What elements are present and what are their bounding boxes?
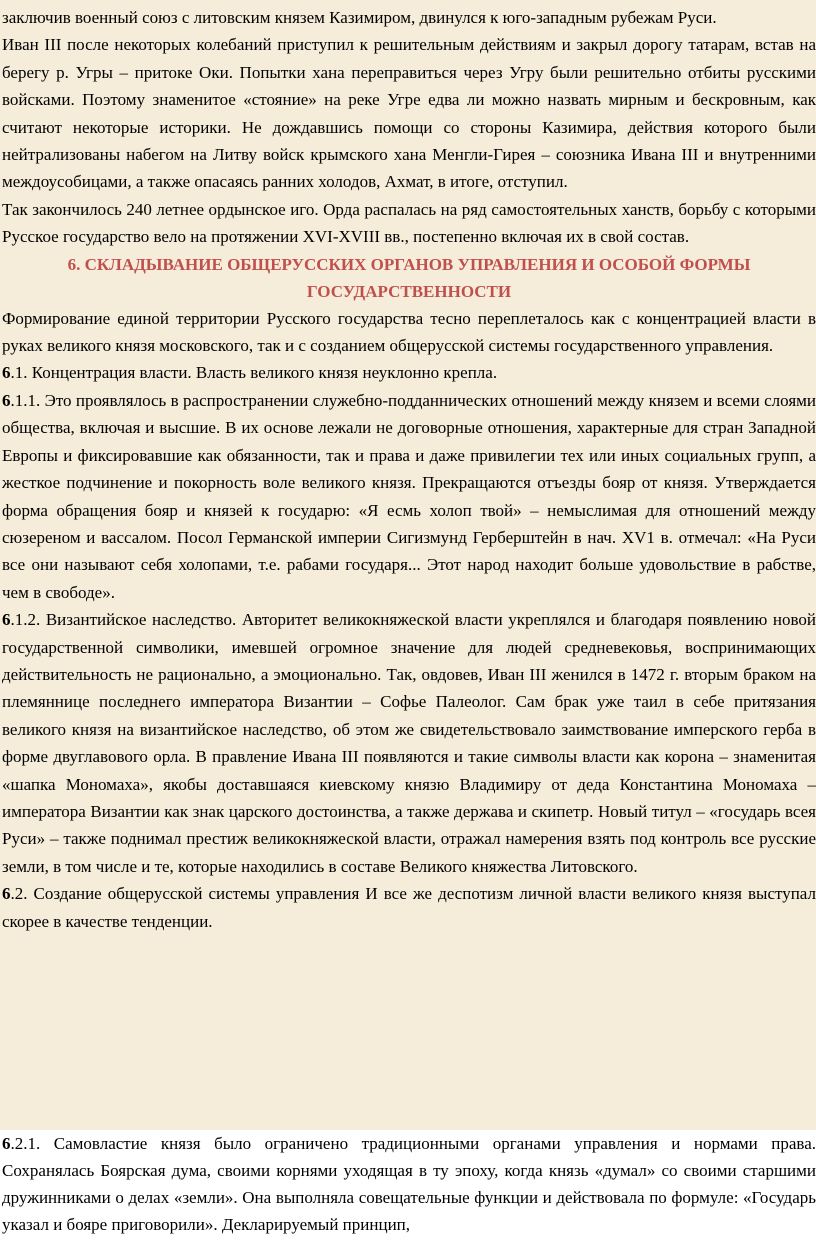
paragraph-end-of-yoke: Так закончилось 240 летнее ордынское иго. Орда распалась на ряд самостоятельных ханств, борьбу с которыми Русское государство вело на протяжении XVI-XVIII вв., постепенно включая их в свой состав.: [2, 199, 816, 247]
section-number: 6: [2, 1134, 11, 1153]
paragraph-6-2-text: .2. Создание общерусской системы управления И все же деспотизм личной власти великого князя выступал скорее в качестве тенденции.: [2, 884, 816, 931]
paragraph-intro: Формирование единой территории Русского государства тесно переплеталось как с концентрацией власти в руках великого князя московского, так и с созданием общерусской системы государственного управления.: [2, 308, 816, 356]
paragraph-ugra-standoff: Иван III после некоторых колебаний приступил к решительным действиям и закрыл дорогу татарам, встав на берегу р. Угры – притоке Оки. Попытки хана переправиться через Угру были решительно отбиты русскими войсками. Поэтому знаменитое «стояние» на реке Угре едва ли можно назвать мирным и бескровным, как считают некоторые историки. Не дождавшись помощи со стороны Казимира, действия которого были нейтрализованы набегом на Литву войск крымского хана Менгли-Гирея – союзника Ивана III и внутренними междоусобицами, а также опасаясь ранних холодов, Ахмат, в итоге, отступил.: [2, 35, 816, 192]
paragraph-6-1-text: .1. Концентрация власти. Власть великого князя неуклонно крепла.: [10, 363, 498, 383]
plain-region: [0, 1130, 816, 1238]
section-number: 6: [2, 363, 11, 383]
section-number: 6: [2, 884, 11, 904]
paragraph-6-2: [2, 880, 816, 935]
paragraph-6-1-2: [2, 606, 816, 880]
paragraph-continuation: заключив военный союз с литовским князем Казимиром, двинулся к юго-западным рубежам Руси.: [2, 8, 717, 27]
paragraph-6-1: [2, 359, 816, 386]
section-number: 6: [2, 390, 11, 410]
paragraph-6-2-1: [2, 1130, 816, 1238]
section-heading: 6. СКЛАДЫВАНИЕ ОБЩЕРУССКИХ ОРГАНОВ УПРАВЛЕНИЯ И ОСОБОЙ ФОРМЫ ГОСУДАРСТВЕННОСТИ: [67, 254, 751, 301]
section-number: 6: [2, 610, 11, 630]
paragraph-6-1-1-text: .1.1. Это проявлялось в распространении служебно-подданнических отношений между князем и всеми слоями общества, включая и высшие. В их основе лежали не договорные отношения, характерные для стран Западной Европы и фиксировавшие как обязанности, так и права и даже привилегии тех или иных социальных групп, а жесткое подчинение и покорность воле великого князя. Прекращаются отъезды бояр от князя. Утверждается форма обращения бояр и князей к государю: «Я есмь холоп твой» – немыслимая для отношений между сюзереном и вассалом. Посол Германской империи Сигизмунд Герберштейн в нач. XV1 в. отмечал: «На Руси все они называют себя холопами, т.е. рабами государя... Этот народ находит больше удовольствие в рабстве, чем в свободе».: [2, 390, 816, 602]
paragraph-6-1-2-text: .1.2. Византийское наследство. Авторитет великокняжеской власти укреплялся и благодаря появлению новой государственной символики, имевшей огромное значение для людей средневековья, воспринимающих действительность не рационально, а эмоционально. Так, овдовев, Иван III женился в 1472 г. вторым браком на племяннице последнего императора Византии – Софье Палеолог. Сам брак уже таил в себе притязания великого князя на византийское наследство, об этом же свидетельствовало заимствование имперского герба в форме двуглавового орла. В правление Ивана III появляются и такие символы власти как корона – знаменитая «шапка Мономаха», якобы доставшаяся киевскому князю Владимиру от деда Константина Мономаха – императора Византии как знак царского достоинства, а также держава и скипетр. Новый титул – «государь всея Руси» – также поднимал престиж великокняжеской власти, отражал намерения взять под контроль все русские земли, в том числе и те, которые находились в составе Великого княжества Литовского.: [2, 610, 816, 876]
paragraph-6-1-1: [2, 387, 816, 606]
paragraph-6-2-1-text: .2.1. Самовластие князя было ограничено традиционными органами управления и нормами права. Сохранялась Боярская дума, своими корнями уходящая в ту эпоху, когда князь «думал» со своими старшими дружинниками о делах «земли». Она выполняла совещательные функции и действовала по формуле: «Государь указал и бояре приговорили». Декларируемый принцип,: [2, 1134, 816, 1234]
